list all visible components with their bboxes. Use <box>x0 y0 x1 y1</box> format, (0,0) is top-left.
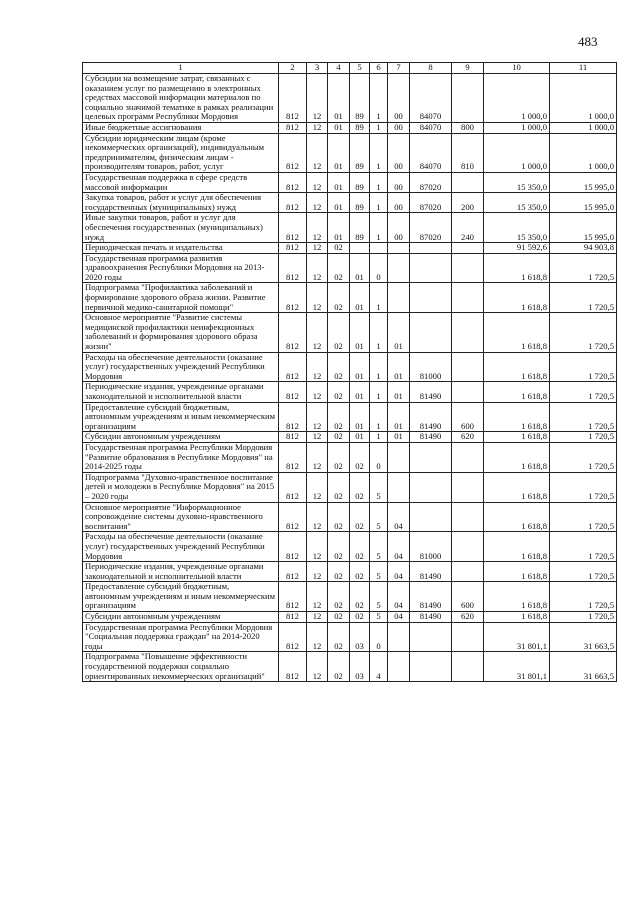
cell-ministry: 812 <box>279 193 307 213</box>
cell-direction <box>410 283 452 313</box>
cell-amount-year1: 1 000,0 <box>484 74 550 123</box>
table-row <box>83 253 617 283</box>
cell-subsection: 01 <box>328 133 350 172</box>
cell-activity <box>388 283 410 313</box>
cell-expense-type <box>452 442 484 472</box>
cell-program: 89 <box>350 122 370 133</box>
cell-expense-type: 620 <box>452 612 484 623</box>
table-row <box>83 652 617 682</box>
cell-activity: 00 <box>388 213 410 243</box>
column-header: 4 <box>328 63 350 74</box>
column-header: 2 <box>279 63 307 74</box>
table-row <box>83 133 617 172</box>
cell-ministry: 812 <box>279 133 307 172</box>
cell-direction <box>410 313 452 352</box>
cell-expense-type <box>452 502 484 532</box>
cell-amount-year2: 1 000,0 <box>550 122 617 133</box>
cell-expense-type: 600 <box>452 402 484 432</box>
cell-subprogram: 5 <box>370 532 388 562</box>
column-header: 7 <box>388 63 410 74</box>
cell-program: 02 <box>350 472 370 502</box>
cell-expense-type: 800 <box>452 122 484 133</box>
cell-amount-year2: 1 720,5 <box>550 352 617 382</box>
row-name: Государственная программа Республики Мордовия "Развитие образования в Республике Мордовия" на 2014-2025 годы <box>83 442 279 472</box>
table-row <box>83 622 617 652</box>
row-name: Периодические издания, учрежденные органами законодательной и исполнительной власти <box>83 382 279 402</box>
cell-program: 89 <box>350 133 370 172</box>
cell-amount-year2: 1 720,5 <box>550 502 617 532</box>
cell-ministry: 812 <box>279 472 307 502</box>
table-row <box>83 382 617 402</box>
cell-subprogram: 0 <box>370 442 388 472</box>
cell-amount-year2: 1 720,5 <box>550 562 617 582</box>
cell-program: 02 <box>350 612 370 623</box>
cell-ministry: 812 <box>279 622 307 652</box>
row-name: Подпрограмма "Профилактика заболеваний и формирование здорового образа жизни. Развитие первичной медико-санитарной помощи" <box>83 283 279 313</box>
table-row <box>83 442 617 472</box>
cell-program: 02 <box>350 562 370 582</box>
cell-activity <box>388 652 410 682</box>
cell-expense-type: 240 <box>452 213 484 243</box>
cell-amount-year2: 94 903,8 <box>550 243 617 254</box>
cell-ministry: 812 <box>279 502 307 532</box>
row-name: Периодические издания, учрежденные органами законодательной и исполнительной власти <box>83 562 279 582</box>
cell-subsection: 02 <box>328 402 350 432</box>
table-row <box>83 402 617 432</box>
table-row <box>83 352 617 382</box>
cell-subsection: 02 <box>328 313 350 352</box>
cell-ministry: 812 <box>279 172 307 192</box>
cell-program: 02 <box>350 532 370 562</box>
cell-ministry: 812 <box>279 402 307 432</box>
row-name: Периодическая печать и издательства <box>83 243 279 254</box>
cell-amount-year1: 1 618,8 <box>484 562 550 582</box>
cell-expense-type <box>452 243 484 254</box>
table-row <box>83 122 617 133</box>
cell-program: 01 <box>350 253 370 283</box>
cell-program: 89 <box>350 213 370 243</box>
cell-amount-year1: 15 350,0 <box>484 193 550 213</box>
cell-direction: 81490 <box>410 382 452 402</box>
cell-subprogram: 5 <box>370 612 388 623</box>
table-row <box>83 313 617 352</box>
cell-amount-year2: 1 000,0 <box>550 74 617 123</box>
table-row <box>83 283 617 313</box>
cell-subprogram: 1 <box>370 313 388 352</box>
row-name: Иные закупки товаров, работ и услуг для обеспечения государственных (муниципальных) нужд <box>83 213 279 243</box>
cell-program: 01 <box>350 402 370 432</box>
cell-direction: 81490 <box>410 612 452 623</box>
cell-subprogram: 1 <box>370 382 388 402</box>
table-row <box>83 193 617 213</box>
cell-activity: 04 <box>388 532 410 562</box>
cell-subsection: 02 <box>328 562 350 582</box>
cell-section: 12 <box>307 172 328 192</box>
cell-expense-type <box>452 562 484 582</box>
cell-ministry: 812 <box>279 532 307 562</box>
cell-activity: 01 <box>388 382 410 402</box>
cell-amount-year1: 91 592,6 <box>484 243 550 254</box>
row-name: Субсидии автономным учреждениям <box>83 432 279 443</box>
row-name: Государственная программа Республики Мордовия "Социальная поддержка граждан" на 2014-2020 годы <box>83 622 279 652</box>
cell-activity: 01 <box>388 402 410 432</box>
cell-direction <box>410 502 452 532</box>
cell-amount-year2: 31 663,5 <box>550 652 617 682</box>
cell-subsection: 02 <box>328 442 350 472</box>
cell-direction <box>410 253 452 283</box>
cell-direction <box>410 243 452 254</box>
cell-expense-type <box>452 622 484 652</box>
cell-subprogram: 0 <box>370 253 388 283</box>
cell-program: 01 <box>350 432 370 443</box>
cell-amount-year2: 1 720,5 <box>550 253 617 283</box>
cell-subsection: 01 <box>328 193 350 213</box>
cell-program: 02 <box>350 502 370 532</box>
cell-ministry: 812 <box>279 582 307 612</box>
cell-subprogram: 4 <box>370 652 388 682</box>
cell-amount-year2: 1 720,5 <box>550 382 617 402</box>
cell-amount-year1: 1 000,0 <box>484 133 550 172</box>
cell-direction: 81490 <box>410 432 452 443</box>
row-name: Предоставление субсидий бюджетным, автономным учреждениям и иным некоммерческим организациям <box>83 402 279 432</box>
cell-program: 89 <box>350 74 370 123</box>
cell-program: 02 <box>350 442 370 472</box>
cell-amount-year2: 1 720,5 <box>550 442 617 472</box>
header-row <box>83 63 617 74</box>
cell-amount-year2: 15 995,0 <box>550 172 617 192</box>
cell-amount-year2: 1 720,5 <box>550 402 617 432</box>
row-name: Подпрограмма "Повышение эффективности государственной поддержки социально ориентированных некоммерческих организаций" <box>83 652 279 682</box>
cell-program: 01 <box>350 313 370 352</box>
table-row <box>83 213 617 243</box>
cell-subprogram: 5 <box>370 582 388 612</box>
cell-activity: 00 <box>388 133 410 172</box>
cell-section: 12 <box>307 193 328 213</box>
column-header: 5 <box>350 63 370 74</box>
cell-program: 03 <box>350 622 370 652</box>
cell-direction <box>410 622 452 652</box>
cell-amount-year2: 31 663,5 <box>550 622 617 652</box>
cell-section: 12 <box>307 283 328 313</box>
cell-direction: 81000 <box>410 352 452 382</box>
cell-subprogram: 5 <box>370 472 388 502</box>
cell-amount-year1: 1 618,8 <box>484 582 550 612</box>
cell-program: 01 <box>350 352 370 382</box>
column-header: 3 <box>307 63 328 74</box>
cell-section: 12 <box>307 652 328 682</box>
table-row <box>83 74 617 123</box>
cell-subprogram: 1 <box>370 283 388 313</box>
cell-subprogram: 1 <box>370 432 388 443</box>
column-header: 6 <box>370 63 388 74</box>
cell-amount-year1: 15 350,0 <box>484 172 550 192</box>
cell-amount-year2: 1 720,5 <box>550 432 617 443</box>
cell-subsection: 02 <box>328 612 350 623</box>
cell-amount-year1: 1 618,8 <box>484 382 550 402</box>
cell-section: 12 <box>307 612 328 623</box>
cell-activity: 00 <box>388 172 410 192</box>
cell-expense-type: 200 <box>452 193 484 213</box>
row-name: Государственная программа развития здравоохранения Республики Мордовия на 2013-2020 годы <box>83 253 279 283</box>
cell-amount-year2: 15 995,0 <box>550 193 617 213</box>
cell-subprogram: 5 <box>370 562 388 582</box>
cell-amount-year2: 15 995,0 <box>550 213 617 243</box>
cell-activity: 01 <box>388 352 410 382</box>
cell-activity: 04 <box>388 582 410 612</box>
cell-ministry: 812 <box>279 382 307 402</box>
cell-subsection: 02 <box>328 652 350 682</box>
cell-ministry: 812 <box>279 432 307 443</box>
cell-section: 12 <box>307 352 328 382</box>
cell-subsection: 02 <box>328 283 350 313</box>
cell-amount-year1: 1 000,0 <box>484 122 550 133</box>
cell-subprogram: 1 <box>370 74 388 123</box>
cell-ministry: 812 <box>279 74 307 123</box>
cell-expense-type <box>452 472 484 502</box>
table-row <box>83 243 617 254</box>
cell-section: 12 <box>307 122 328 133</box>
column-header: 9 <box>452 63 484 74</box>
cell-subsection: 02 <box>328 382 350 402</box>
page-number: 483 <box>578 34 598 49</box>
cell-section: 12 <box>307 243 328 254</box>
cell-expense-type <box>452 352 484 382</box>
cell-ministry: 812 <box>279 562 307 582</box>
cell-expense-type <box>452 382 484 402</box>
cell-activity: 00 <box>388 74 410 123</box>
cell-subprogram <box>370 243 388 254</box>
cell-subsection: 02 <box>328 472 350 502</box>
row-name: Основное мероприятие "Информационное сопровождение системы духовно-нравственного воспитания" <box>83 502 279 532</box>
cell-subsection: 01 <box>328 172 350 192</box>
cell-amount-year1: 1 618,8 <box>484 283 550 313</box>
cell-amount-year2: 1 000,0 <box>550 133 617 172</box>
cell-amount-year1: 31 801,1 <box>484 652 550 682</box>
cell-activity: 04 <box>388 502 410 532</box>
cell-activity <box>388 253 410 283</box>
cell-subprogram: 1 <box>370 213 388 243</box>
cell-activity <box>388 442 410 472</box>
cell-subprogram: 1 <box>370 133 388 172</box>
cell-amount-year1: 1 618,8 <box>484 352 550 382</box>
cell-section: 12 <box>307 432 328 443</box>
cell-amount-year2: 1 720,5 <box>550 313 617 352</box>
cell-amount-year2: 1 720,5 <box>550 612 617 623</box>
cell-ministry: 812 <box>279 652 307 682</box>
cell-direction: 81490 <box>410 562 452 582</box>
cell-activity: 01 <box>388 313 410 352</box>
column-header: 8 <box>410 63 452 74</box>
cell-subsection: 02 <box>328 432 350 443</box>
cell-amount-year2: 1 720,5 <box>550 582 617 612</box>
table-row <box>83 582 617 612</box>
row-name: Расходы на обеспечение деятельности (оказание услуг) государственных учреждений Республики Мордовия <box>83 352 279 382</box>
cell-section: 12 <box>307 402 328 432</box>
cell-direction: 84070 <box>410 122 452 133</box>
cell-activity <box>388 622 410 652</box>
cell-section: 12 <box>307 502 328 532</box>
cell-amount-year2: 1 720,5 <box>550 283 617 313</box>
table-row <box>83 612 617 623</box>
cell-amount-year1: 1 618,8 <box>484 472 550 502</box>
row-name: Иные бюджетные ассигнования <box>83 122 279 133</box>
cell-subsection: 02 <box>328 253 350 283</box>
cell-amount-year1: 1 618,8 <box>484 432 550 443</box>
cell-ministry: 812 <box>279 243 307 254</box>
cell-subsection: 02 <box>328 582 350 612</box>
cell-direction: 84070 <box>410 133 452 172</box>
cell-ministry: 812 <box>279 253 307 283</box>
cell-section: 12 <box>307 213 328 243</box>
table-row <box>83 472 617 502</box>
cell-section: 12 <box>307 382 328 402</box>
cell-amount-year1: 1 618,8 <box>484 502 550 532</box>
cell-direction: 81490 <box>410 582 452 612</box>
table-row <box>83 532 617 562</box>
cell-section: 12 <box>307 313 328 352</box>
table-row <box>83 432 617 443</box>
cell-program: 01 <box>350 283 370 313</box>
cell-direction: 87020 <box>410 172 452 192</box>
cell-subsection: 01 <box>328 74 350 123</box>
column-header: 10 <box>484 63 550 74</box>
cell-expense-type <box>452 652 484 682</box>
cell-program: 89 <box>350 172 370 192</box>
cell-amount-year1: 15 350,0 <box>484 213 550 243</box>
row-name: Подпрограмма "Духовно-нравственное воспитание детей и молодежи в Республике Мордовия" на 2015 – 2020 годы <box>83 472 279 502</box>
cell-program: 89 <box>350 193 370 213</box>
cell-subsection: 02 <box>328 622 350 652</box>
cell-expense-type <box>452 253 484 283</box>
cell-program: 02 <box>350 582 370 612</box>
cell-activity: 01 <box>388 432 410 443</box>
cell-activity <box>388 472 410 502</box>
cell-activity: 04 <box>388 562 410 582</box>
table-body <box>83 74 617 682</box>
cell-activity: 00 <box>388 122 410 133</box>
cell-ministry: 812 <box>279 442 307 472</box>
cell-ministry: 812 <box>279 612 307 623</box>
cell-section: 12 <box>307 562 328 582</box>
table-row <box>83 562 617 582</box>
cell-subprogram: 1 <box>370 402 388 432</box>
cell-section: 12 <box>307 442 328 472</box>
cell-expense-type: 600 <box>452 582 484 612</box>
cell-amount-year1: 1 618,8 <box>484 402 550 432</box>
cell-ministry: 812 <box>279 283 307 313</box>
cell-direction: 87020 <box>410 213 452 243</box>
cell-amount-year1: 1 618,8 <box>484 612 550 623</box>
cell-amount-year1: 1 618,8 <box>484 442 550 472</box>
cell-expense-type <box>452 283 484 313</box>
cell-subprogram: 1 <box>370 352 388 382</box>
cell-section: 12 <box>307 253 328 283</box>
cell-section: 12 <box>307 622 328 652</box>
cell-ministry: 812 <box>279 352 307 382</box>
cell-direction <box>410 652 452 682</box>
cell-ministry: 812 <box>279 213 307 243</box>
column-header: 11 <box>550 63 617 74</box>
cell-expense-type <box>452 532 484 562</box>
cell-activity: 00 <box>388 193 410 213</box>
cell-activity: 04 <box>388 612 410 623</box>
cell-amount-year1: 1 618,8 <box>484 313 550 352</box>
row-name: Субсидии юридическим лицам (кроме некоммерческих организаций), индивидуальным предпринимателям, физическим лицам - производителям товаров, работ, услуг <box>83 133 279 172</box>
cell-subprogram: 1 <box>370 172 388 192</box>
cell-program: 03 <box>350 652 370 682</box>
cell-amount-year2: 1 720,5 <box>550 472 617 502</box>
row-name: Предоставление субсидий бюджетным, автономным учреждениям и иным некоммерческим организациям <box>83 582 279 612</box>
row-name: Расходы на обеспечение деятельности (оказание услуг) государственных учреждений Республики Мордовия <box>83 532 279 562</box>
cell-subsection: 02 <box>328 243 350 254</box>
cell-subsection: 02 <box>328 532 350 562</box>
cell-subprogram: 1 <box>370 193 388 213</box>
cell-subsection: 02 <box>328 352 350 382</box>
cell-subprogram: 1 <box>370 122 388 133</box>
row-name: Закупка товаров, работ и услуг для обеспечения государственных (муниципальных) нужд <box>83 193 279 213</box>
cell-section: 12 <box>307 582 328 612</box>
cell-section: 12 <box>307 532 328 562</box>
cell-subprogram: 0 <box>370 622 388 652</box>
cell-amount-year1: 1 618,8 <box>484 532 550 562</box>
row-name: Субсидии на возмещение затрат, связанных с оказанием услуг по размещению в электронных средствах массовой информации материалов по социально значимой тематике в рамках реализации целевых программ Республики Мордовия <box>83 74 279 123</box>
cell-subsection: 01 <box>328 213 350 243</box>
cell-section: 12 <box>307 133 328 172</box>
table-row <box>83 172 617 192</box>
cell-amount-year1: 1 618,8 <box>484 253 550 283</box>
cell-direction: 87020 <box>410 193 452 213</box>
cell-amount-year1: 31 801,1 <box>484 622 550 652</box>
cell-expense-type: 810 <box>452 133 484 172</box>
cell-amount-year2: 1 720,5 <box>550 532 617 562</box>
row-name: Государственная поддержка в сфере средств массовой информации <box>83 172 279 192</box>
cell-program <box>350 243 370 254</box>
budget-table <box>82 62 617 682</box>
cell-section: 12 <box>307 472 328 502</box>
cell-subsection: 02 <box>328 502 350 532</box>
row-name: Субсидии автономным учреждениям <box>83 612 279 623</box>
cell-ministry: 812 <box>279 313 307 352</box>
cell-expense-type <box>452 313 484 352</box>
cell-section: 12 <box>307 74 328 123</box>
cell-expense-type: 620 <box>452 432 484 443</box>
cell-direction: 84070 <box>410 74 452 123</box>
cell-expense-type <box>452 172 484 192</box>
cell-subsection: 01 <box>328 122 350 133</box>
cell-activity <box>388 243 410 254</box>
cell-ministry: 812 <box>279 122 307 133</box>
cell-direction: 81000 <box>410 532 452 562</box>
column-header: 1 <box>83 63 279 74</box>
cell-subprogram: 5 <box>370 502 388 532</box>
cell-expense-type <box>452 74 484 123</box>
table-row <box>83 502 617 532</box>
row-name: Основное мероприятие "Развитие системы медицинской профилактики неинфекционных заболеваний и формирования здорового образа жизни" <box>83 313 279 352</box>
cell-direction: 81490 <box>410 402 452 432</box>
cell-program: 01 <box>350 382 370 402</box>
cell-direction <box>410 472 452 502</box>
cell-direction <box>410 442 452 472</box>
